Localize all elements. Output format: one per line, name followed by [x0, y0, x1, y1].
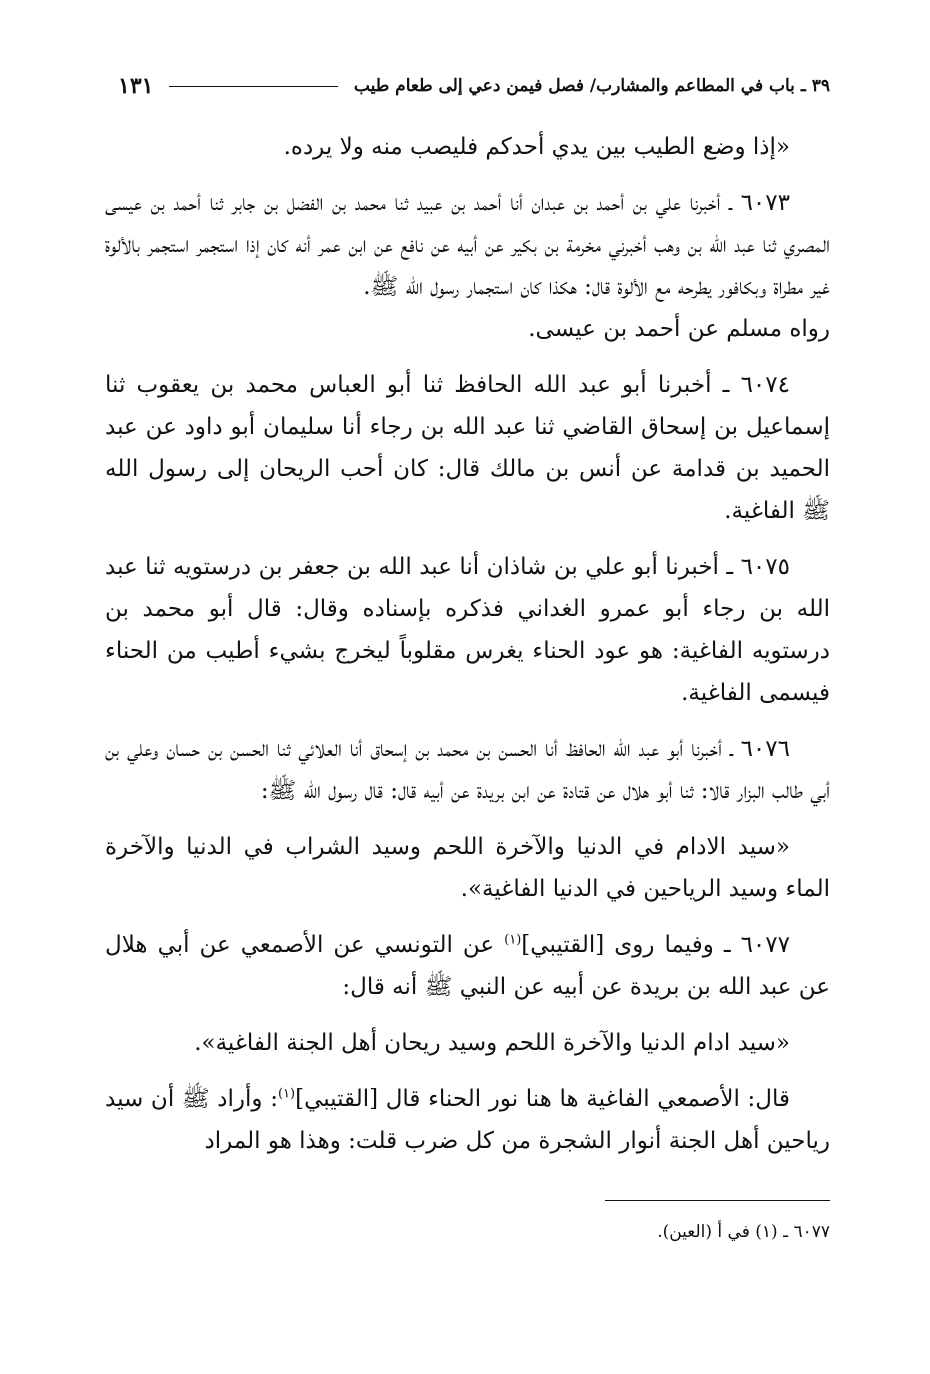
paragraph-6076: ٦٠٧٦ ـ أخبرنا أبو عبد الله الحافظ أنا الحسن بن محمد بن إسحاق أنا العلائي ثنا الحسن بن حسان وعلي بن أبي طالب البزار قالا: ثنا أبو هلال عن قتادة عن ابن بريدة عن أبيه قال: قال رسول الله ﷺ:	[105, 736, 830, 804]
paragraph-asmai	[105, 1078, 830, 1162]
paragraph-6077-rest: عن التونسي عن الأصمعي عن أبي هلال عن عبد الله بن بريدة عن أبيه عن النبي ﷺ أنه قال:	[105, 932, 830, 1000]
footnote-rule	[605, 1200, 830, 1201]
paragraph-6073: ٦٠٧٣ ـ أخبرنا علي بن أحمد بن عبدان أنا أحمد بن عبيد ثنا محمد بن الفضل بن جابر ثنا أحمد بن عيسى المصري ثنا عبد الله بن وهب أخبرني مخرمة بن بكير عن أبيه عن نافع عن ابن عمر أنه كان إذا استجمر استجمر بالألوة غير مطراة وبكافور يطرحه مع الألوة قال: هكذا كان استجمار رسول الله ﷺ.	[105, 190, 830, 300]
paragraph-hadith-quote: «إذا وضع الطيب بين يدي أحدكم فليصب منه ولا يرده.	[283, 134, 790, 160]
paragraph-6077	[105, 924, 830, 1008]
footnote-reference: (١)	[277, 1086, 296, 1102]
header-rule	[169, 86, 337, 87]
paragraph-6076-hadith: «سيد الادام في الدنيا والآخرة اللحم وسيد الشراب في الدنيا والآخرة الماء وسيد الرياحين في الدنيا الفاغية».	[105, 834, 830, 902]
paragraph-6073-narration: رواه مسلم عن أحمد بن عيسى.	[528, 316, 830, 342]
footnote-reference: (١)	[504, 932, 522, 948]
paragraph-6074: ٦٠٧٤ ـ أخبرنا أبو عبد الله الحافظ ثنا أبو العباس محمد بن يعقوب ثنا إسماعيل بن إسحاق القاضي ثنا عبد الله بن رجاء أنا سليمان أبو داود عن عبد الحميد بن قدامة عن أنس بن مالك قال: كان أحب الريحان إلى رسول الله ﷺ الفاغية.	[105, 372, 830, 524]
paragraph-asmai-start: قال: الأصمعي الفاغية ها هنا نور الحناء قال [القتيبي]	[295, 1086, 790, 1112]
footnote: ٦٠٧٧ ـ (١) في أ (العين).	[657, 1222, 830, 1242]
running-header	[118, 68, 830, 104]
body-text	[105, 126, 830, 1176]
paragraph-6077-hadith: «سيد ادام الدنيا والآخرة اللحم وسيد ريحان أهل الجنة الفاغية».	[194, 1030, 790, 1056]
paragraph-6077-start: ٦٠٧٧ ـ وفيما روى [القتيبي]	[521, 932, 790, 958]
page-number: ١٣١	[118, 73, 154, 99]
paragraph-6075: ٦٠٧٥ ـ أخبرنا أبو علي بن شاذان أنا عبد الله بن جعفر بن درستويه ثنا عبد الله بن رجاء أبو عمرو الغداني فذكره بإسناده وقال: قال أبو محمد بن درستويه الفاغية: هو عود الحناء يغرس مقلوباً ليخرج بشيء أطيب من الحناء فيسمى الفاغية.	[105, 554, 830, 706]
paragraph-asmai-rest: : وأراد ﷺ أن سيد رياحين أهل الجنة أنوار الشجرة من كل ضرب قلت: وهذا هو المراد	[105, 1086, 830, 1154]
running-title: ٣٩ ـ باب في المطاعم والمشارب/ فصل فيمن دعي إلى طعام طيب	[353, 76, 830, 96]
